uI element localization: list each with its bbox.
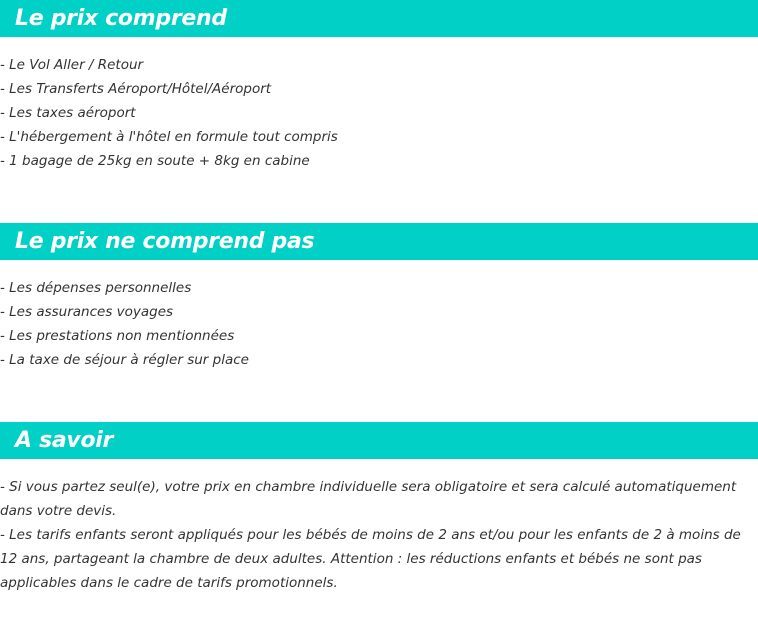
price-excludes-list [0, 276, 758, 372]
info-paragraph-child-rates: - Les tarifs enfants seront appliqués pour les bébés de moins de 2 ans et/ou pour les enfants de 2 à moins de 12 ans, partageant la chambre de deux adultes. Attention : les réductions enfants et bébés ne sont pas applicables dans le cadre de tarifs promotionnels. [0, 527, 741, 591]
price-excludes-section [0, 223, 758, 372]
price-includes-list [0, 53, 758, 173]
list-item: - Les prestations non mentionnées [0, 328, 235, 344]
list-item: - L'hébergement à l'hôtel en formule tout compris [0, 129, 338, 145]
price-excludes-title: Le prix ne comprend pas [15, 229, 315, 254]
info-header [0, 422, 758, 459]
price-includes-title: Le prix comprend [15, 6, 227, 31]
info-paragraph-single-room: - Si vous partez seul(e), votre prix en chambre individuelle sera obligatoire et sera calculé automatiquement dans votre devis. [0, 479, 737, 519]
price-includes-header [0, 0, 758, 37]
list-item: - Le Vol Aller / Retour [0, 57, 144, 73]
price-includes-section [0, 0, 758, 173]
list-item: - Les Transferts Aéroport/Hôtel/Aéroport [0, 81, 272, 97]
info-section [0, 422, 758, 595]
info-title: A savoir [15, 428, 114, 453]
list-item: - 1 bagage de 25kg en soute + 8kg en cabine [0, 153, 310, 169]
price-excludes-header [0, 223, 758, 260]
list-item: - Les taxes aéroport [0, 105, 136, 121]
list-item: - La taxe de séjour à régler sur place [0, 352, 249, 368]
list-item: - Les dépenses personnelles [0, 280, 192, 296]
list-item: - Les assurances voyages [0, 304, 174, 320]
